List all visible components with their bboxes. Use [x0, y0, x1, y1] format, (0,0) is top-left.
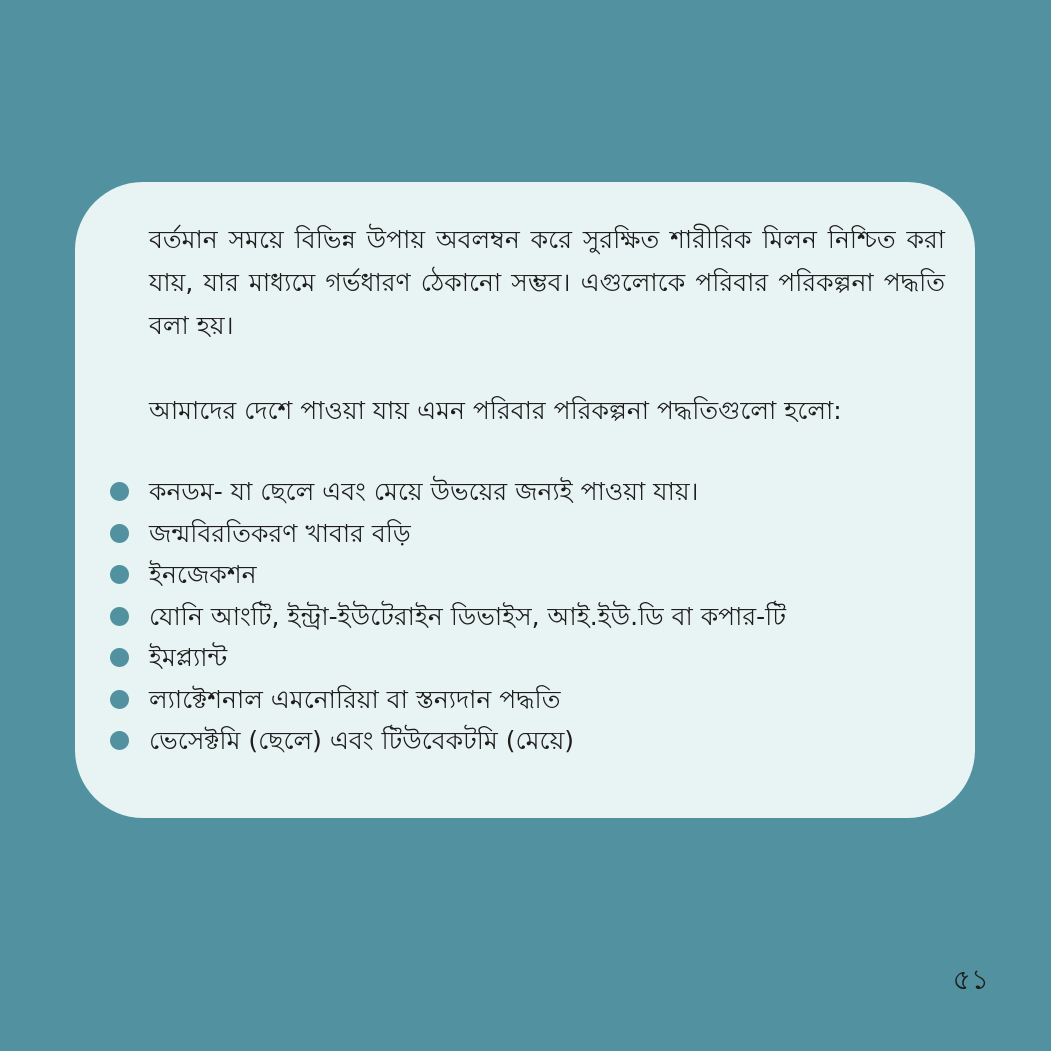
list-item-label: জন্মবিরতিকরণ খাবার বড়ি: [149, 518, 411, 548]
list-item: [110, 679, 786, 721]
bullet-icon: [110, 648, 129, 667]
list-item-label: ল্যাক্টেশনাল এমনোরিয়া বা স্তন্যদান পদ্ধতি: [149, 684, 561, 714]
list-item-label: ইমপ্ল্যান্ট: [149, 643, 228, 673]
bullet-icon: [110, 690, 129, 709]
bullet-icon: [110, 731, 129, 750]
bullet-icon: [110, 607, 129, 626]
page-number: ৫১: [952, 963, 989, 996]
methods-heading: আমাদের দেশে পাওয়া যায় এমন পরিবার পরিকল্পনা পদ্ধতিগুলো হলো:: [149, 396, 842, 425]
list-item: [110, 637, 786, 679]
methods-list: [110, 471, 786, 762]
list-item: [110, 720, 786, 762]
bullet-icon: [110, 482, 129, 501]
bullet-icon: [110, 524, 129, 543]
list-item-label: কনডম- যা ছেলে এবং মেয়ে উভয়ের জন্যই পাওয়া যায়।: [149, 477, 699, 507]
bullet-icon: [110, 565, 129, 584]
list-item: [110, 471, 786, 513]
list-item-label: যোনি আংটি, ইন্ট্রা-ইউটেরাইন ডিভাইস, আই.ইউ.ডি বা কপার-টি: [149, 601, 786, 631]
list-item: [110, 554, 786, 596]
content-card: [75, 182, 975, 818]
list-item: [110, 513, 786, 555]
list-item-label: ভেসেক্টমি (ছেলে) এবং টিউবেকটমি (মেয়ে): [149, 726, 575, 756]
list-item: [110, 596, 786, 638]
intro-paragraph: বর্তমান সময়ে বিভিন্ন উপায় অবলম্বন করে সুরক্ষিত শারীরিক মিলন নিশ্চিত করা যায়, যার মাধ্যমে গর্ভধারণ ঠেকানো সম্ভব। এগুলোকে পরিবার পরিকল্পনা পদ্ধতি বলা হয়।: [149, 225, 945, 340]
list-item-label: ইনজেকশন: [149, 560, 257, 590]
